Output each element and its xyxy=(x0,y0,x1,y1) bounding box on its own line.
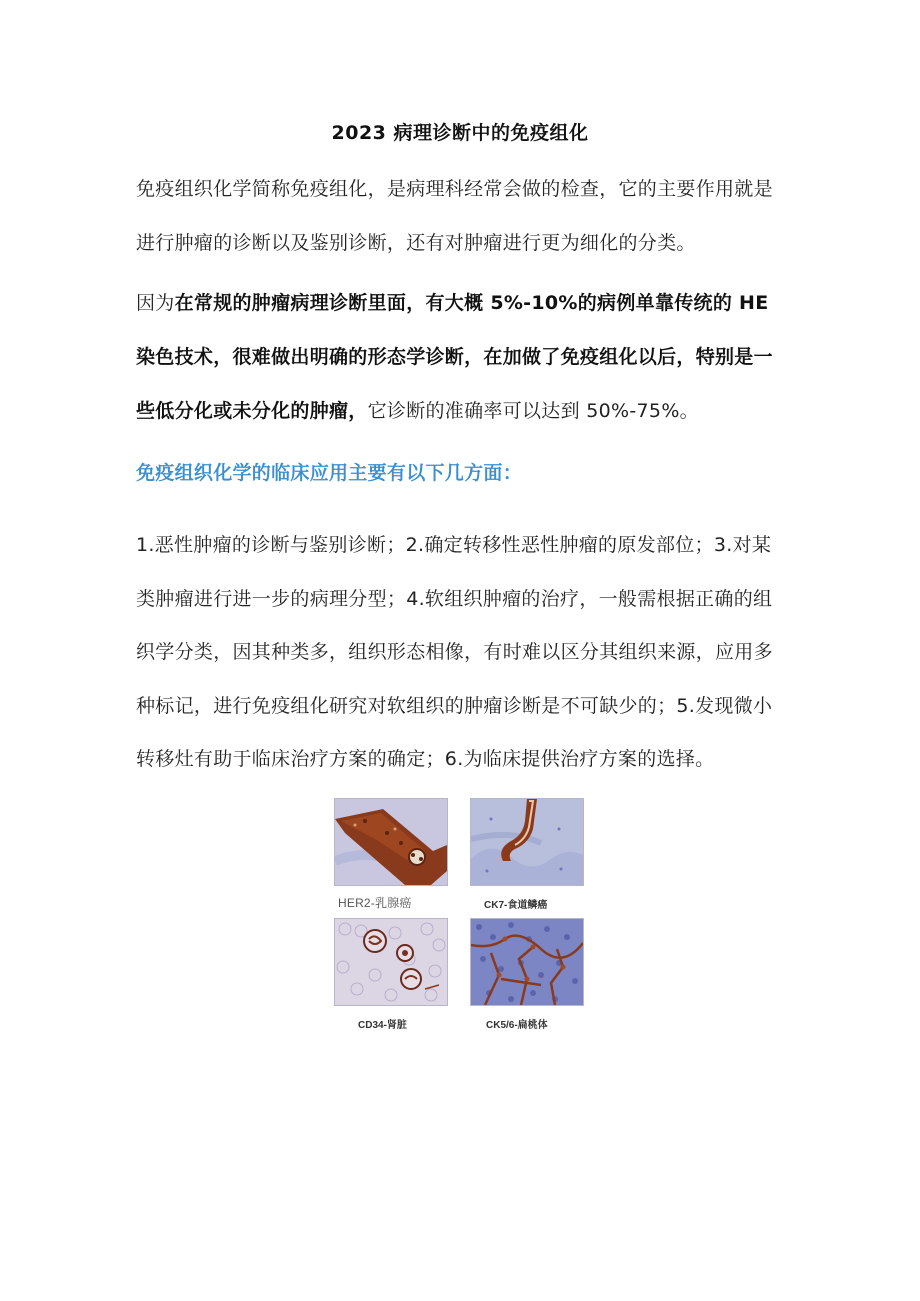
paragraph-intro: 免疫组织化学简称免疫组化，是病理科经常会做的检查，它的主要作用就是进行肿瘤的诊断以及鉴别诊断，还有对肿瘤进行更为细化的分类。 xyxy=(136,178,773,254)
micrograph-cd34-image xyxy=(335,919,447,1005)
micrograph-cd34 xyxy=(334,918,448,1006)
paragraph-accuracy-prefix: 因为 xyxy=(136,292,175,314)
ihc-figure xyxy=(324,790,594,1040)
micrograph-her2 xyxy=(334,798,448,886)
paragraph-accuracy xyxy=(136,276,784,438)
micrograph-her2-image xyxy=(335,799,447,885)
micrograph-ck56 xyxy=(470,918,584,1006)
caption-ck56: CK5/6-扁桃体 xyxy=(486,1020,548,1031)
caption-cd34: CD34-肾脏 xyxy=(358,1020,407,1031)
caption-her2: HER2-乳腺癌 xyxy=(338,896,412,910)
caption-ck7: CK7-食道鳞癌 xyxy=(484,900,548,911)
document-title: 2023 病理诊断中的免疫组化 xyxy=(331,122,589,144)
paragraph-applications: 1.恶性肿瘤的诊断与鉴别诊断；2.确定转移性恶性肿瘤的原发部位；3.对某类肿瘤进行进一步的病理分型；4.软组织肿瘤的治疗，一般需根据正确的组织学分类，因其种类多，组织形态相像，有时难以区分其组织来源，应用多种标记，进行免疫组化研究对软组织的肿瘤诊断是不可缺少的；5.发现微小转移灶有助于临床治疗方案的确定；6.为临床提供治疗方案的选择。 xyxy=(136,534,773,770)
section-heading: 免疫组织化学的临床应用主要有以下几方面： xyxy=(136,462,523,484)
micrograph-ck7 xyxy=(470,798,584,886)
paragraph-accuracy-suffix: 它诊断的准确率可以达到 50%-75%。 xyxy=(367,400,699,422)
micrograph-ck56-image xyxy=(471,919,583,1005)
micrograph-ck7-image xyxy=(471,799,583,885)
paragraph-accuracy-bold: 在常规的肿瘤病理诊断里面，有大概 5%-10%的病例单靠传统的 HE 染色技术，很难做出明确的形态学诊断，在加做了免疫组化以后，特别是一些低分化或未分化的肿瘤， xyxy=(136,292,773,422)
